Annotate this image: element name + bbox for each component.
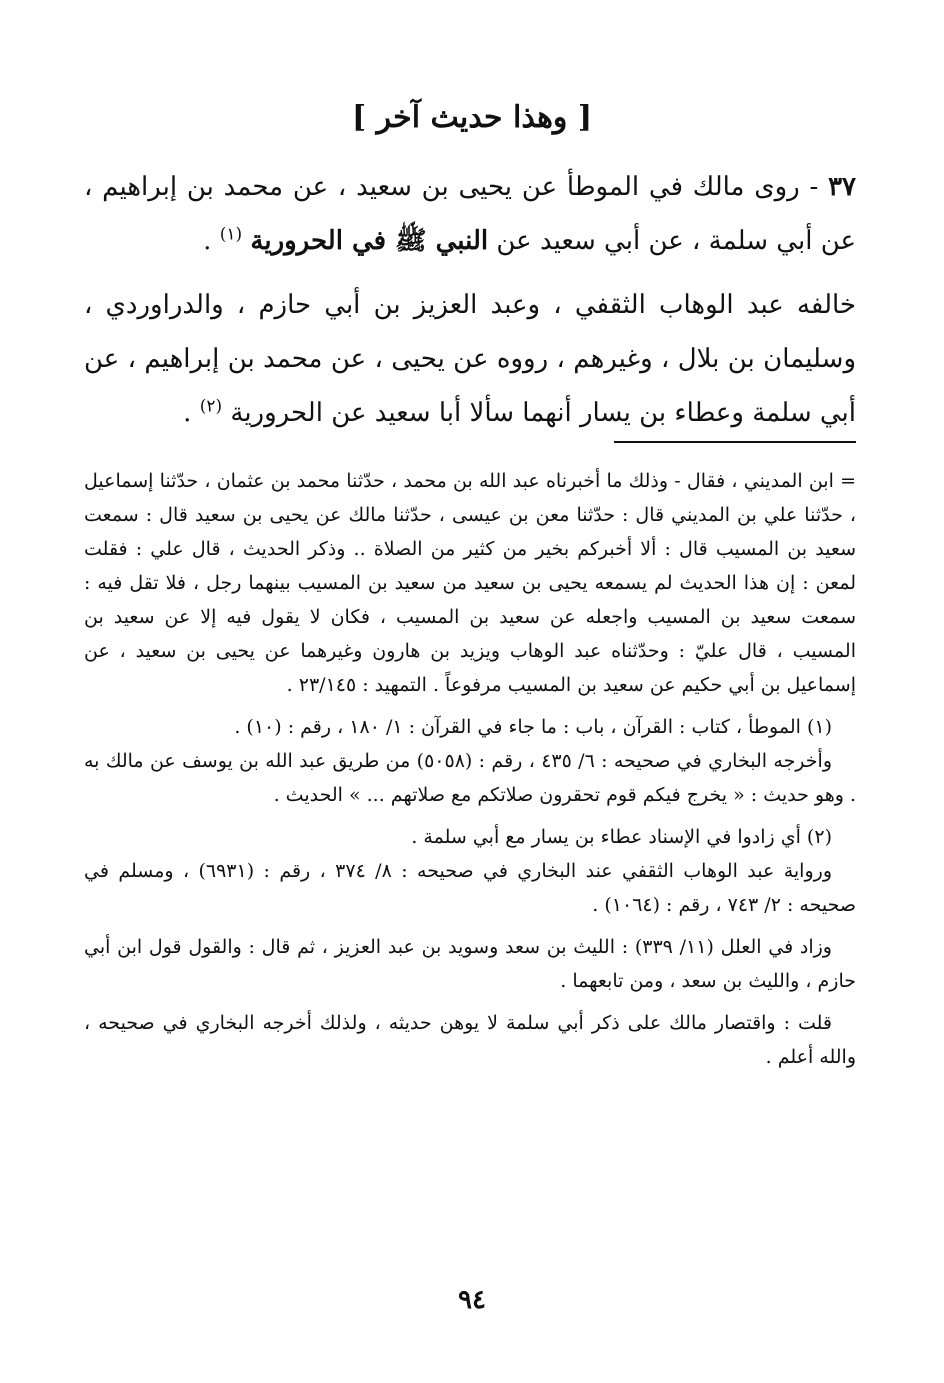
hadith-text: - روى مالك في الموطأ عن يحيى بن سعيد ، عن محمد بن إبراهيم ، عن أبي سلمة ، عن أبي سعيد عن [84,172,856,256]
hadith-number: ٣٧ [828,172,856,202]
page-number: ٩٤ [458,1285,486,1315]
variance-text: خالفه عبد الوهاب الثقفي ، وعبد العزيز بن أبي حازم ، والدراوردي ، وسليمان بن بلال ، وغيرهم ، رووه عن يحيى ، عن محمد بن إبراهيم ، عن أبي سلمة وعطاء بن يسار أنهما سألا أبا سعيد عن الحرورية [84,290,857,428]
footnote-1-detail: وأخرجه البخاري في صحيحه : ٦/ ٤٣٥ ، رقم : (٥٠٥٨) من طريق عبد الله بن يوسف عن مالك به . وهو حديث : « يخرج فيكم قوم تحقرون صلاتكم مع صلاتهم ... » الحديث . [84,750,856,806]
footnote-divider [614,441,856,443]
footnote-ref-1: (١) [219,224,243,245]
hadith-bold-text: النبي ﷺ في الحرورية [250,226,489,256]
hadith-end: . [203,226,220,256]
footnote-2-illal: وزاد في العلل (١١/ ٣٣٩) : الليث بن سعد وسويد بن عبد العزيز ، ثم قال : والقول قول ابن أبي حازم ، والليث بن سعد ، ومن تابعهما . [84,936,856,992]
section-heading: [ وهذا حديث آخر ] [351,100,593,135]
footnote-2-detail: ورواية عبد الوهاب الثقفي عند البخاري في صحيحه : ٨/ ٣٧٤ ، رقم : (٦٩٣١) ، ومسلم في صحيحه : ٢/ ٧٤٣ ، رقم : (١٠٦٤) . [84,860,856,916]
footnote-ref-2: (٢) [199,396,223,417]
footnote-2-conclusion: قلت : واقتصار مالك على ذكر أبي سلمة لا يوهن حديثه ، ولذلك أخرجه البخاري في صحيحه ، والله أعلم . [84,1012,856,1068]
footnote-1: (١) الموطأ ، كتاب : القرآن ، باب : ما جاء في القرآن : ١/ ١٨٠ ، رقم : (١٠) . [234,716,832,738]
hadith-paragraph [84,160,856,268]
footnotes [84,464,856,1074]
main-text [84,160,856,440]
footnote-2: (٢) أي زادوا في الإسناد عطاء بن يسار مع أبي سلمة . [411,826,832,848]
footnote-continuation: = ابن المديني ، فقال - وذلك ما أخبرناه عبد الله بن محمد ، حدّثنا محمد بن عثمان ، حدّثنا إسماعيل ، حدّثنا علي بن المديني قال : حدّثنا معن بن عيسى ، حدّثنا مالك عن يحيى بن سعيد قال : سمعت سعيد بن المسيب قال : ألا أخبركم بخير من كثير من الصلاة .. وذكر الحديث ، قال علي : فقلت لمعن : إن هذا الحديث لم يسمعه يحيى بن سعيد من سعيد بن المسيب بينهما رجل ، فلا تقل فيه : سمعت سعيد بن المسيب واجعله عن سعيد بن المسيب ، فكان لا يقول فيه إلا عن سعيد بن المسيب ، قال عليّ : وحدّثناه عبد الوهاب ويزيد بن هارون وغيرهما عن يحيى بن سعيد ، عن إسماعيل بن أبي حكيم عن سعيد بن المسيب مرفوعاً . التمهيد : ٢٣/١٤٥ . [84,470,856,696]
variance-paragraph [84,278,856,440]
variance-end: . [183,398,200,428]
